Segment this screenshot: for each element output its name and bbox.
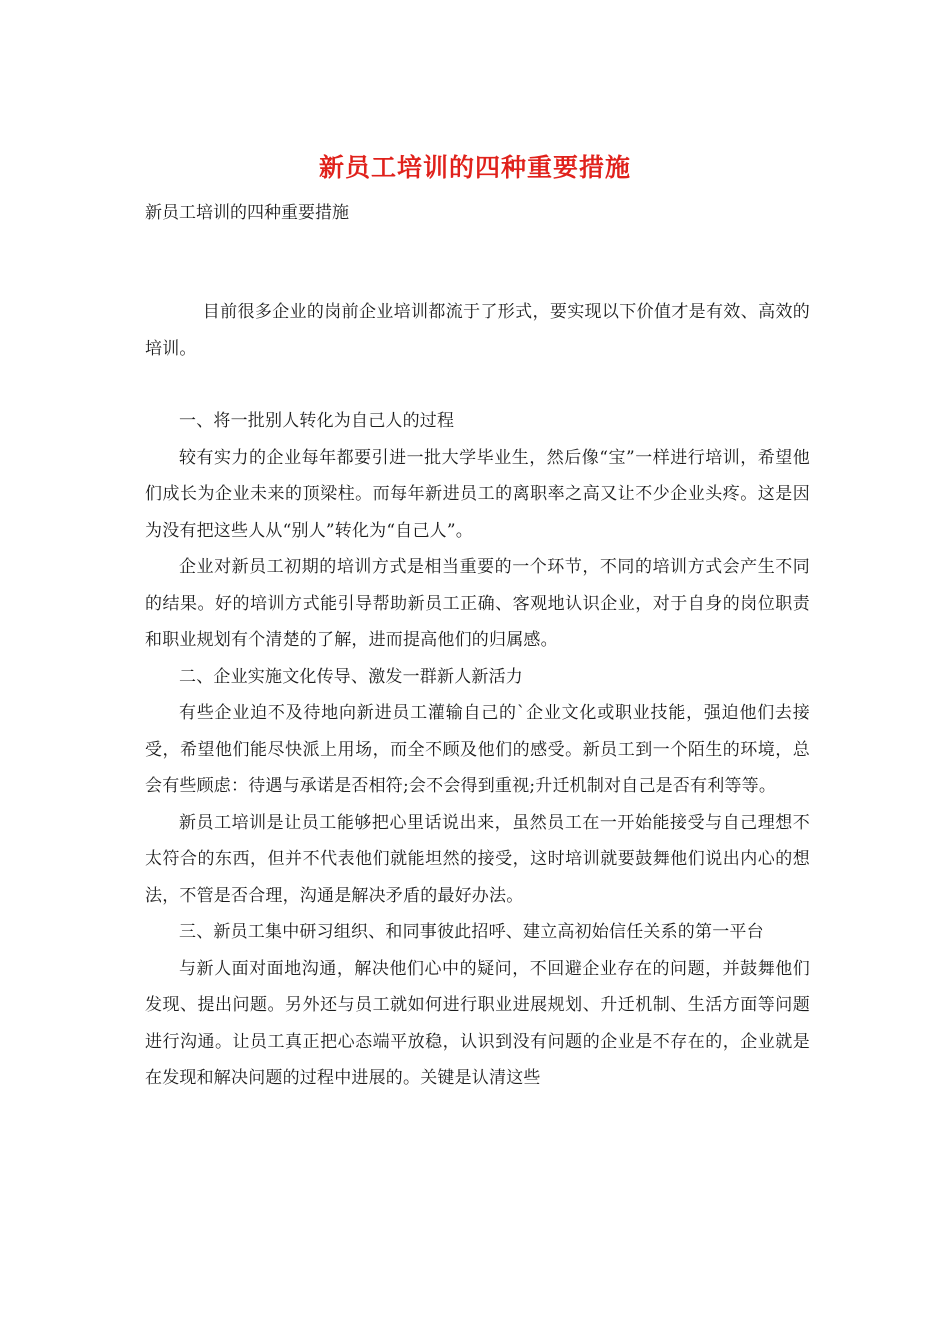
intro-paragraph: 目前很多企业的岗前企业培训都流于了形式，要实现以下价值才是有效、高效的培训。 xyxy=(145,302,810,359)
document-subtitle: 新员工培训的四种重要措施 xyxy=(145,203,349,223)
section-heading-1: 一、将一批别人转化为自己人的过程 xyxy=(179,411,455,431)
body-paragraph: 较有实力的企业每年都要引进一批大学毕业生，然后像“宝”一样进行培训，希望他们成长为企业未来的顶梁柱。而每年新进员工的离职率之高又让不少企业头疼。这是因为没有把这些人从“别人”转化为“自己人”。 xyxy=(145,447,810,541)
section-heading-3: 三、新员工集中研习组织、和同事彼此招呼、建立高初始信任关系的第一平台 xyxy=(179,922,764,942)
body-paragraph: 新员工培训是让员工能够把心里话说出来，虽然员工在一开始能接受与自己理想不太符合的东西，但并不代表他们就能坦然的接受，这时培训就要鼓舞他们说出内心的想法，不管是否合理，沟通是解决矛盾的最好办法。 xyxy=(145,812,810,906)
intro-block xyxy=(145,294,810,367)
section-heading-2: 二、企业实施文化传导、激发一群新人新活力 xyxy=(179,666,523,687)
body-block xyxy=(145,403,810,1097)
body-paragraph: 有些企业迫不及待地向新进员工灌输自己的`企业文化或职业技能，强迫他们去接受，希望他们能尽快派上用场，而全不顾及他们的感受。新员工到一个陌生的环境，总会有些顾虑：待遇与承诺是否相符;会不会得到重视;升迁机制对自己是否有利等等。 xyxy=(145,703,810,796)
body-paragraph: 企业对新员工初期的培训方式是相当重要的一个环节，不同的培训方式会产生不同的结果。好的培训方式能引导帮助新员工正确、客观地认识企业，对于自身的岗位职责和职业规划有个清楚的了解，进而提高他们的归属感。 xyxy=(145,557,810,650)
body-paragraph: 与新人面对面地沟通，解决他们心中的疑问，不回避企业存在的问题，并鼓舞他们发现、提出问题。另外还与员工就如何进行职业进展规划、升迁机制、生活方面等问题进行沟通。让员工真正把心态端平放稳，认识到没有问题的企业是不存在的，企业就是在发现和解决问题的过程中进展的。关键是认清这些 xyxy=(145,958,810,1088)
document-title: 新员工培训的四种重要措施 xyxy=(318,153,631,182)
